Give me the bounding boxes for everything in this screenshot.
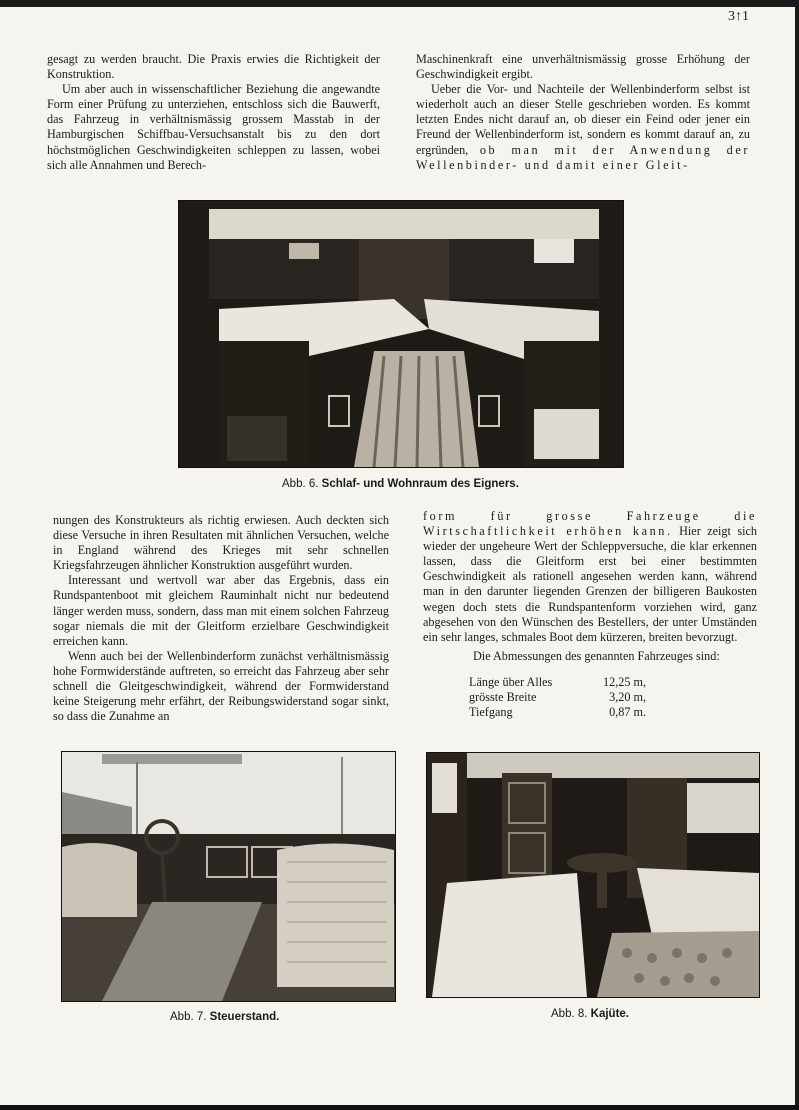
paragraph-text: Ueber die Vor- und Nachteile der Wellenbinderform selbst ist wiederholt auch an dieser Stelle geschrieben worden. Es kommt letzten Endes nicht darauf an, ob dieser ein Feind oder jener ein Freund der Wellenbinderform ist, sondern es kommt darauf an, zu ergründen, (416, 82, 750, 157)
text-column-mid-left (53, 513, 389, 724)
dimension-value: 0,87 m. (609, 705, 646, 719)
dimension-row (469, 705, 646, 720)
paragraph (416, 82, 750, 173)
caption-prefix: Abb. 6. (282, 478, 319, 490)
paragraph: nungen des Konstrukteurs als richtig erwiesen. Auch deckten sich diese Versuche in ihren Resultaten mit ähnlichen Versuchen, welche in England während des Krieges mit sehr schnellen Kriegsfahrzeugen ähnlicher Konstruktion ausgeführt wurden. (53, 513, 389, 573)
paragraph: Die Abmessungen des genannten Fahrzeuges sind: (473, 648, 720, 663)
text-column-top-right (416, 52, 750, 173)
dimension-value: 3,20 m, (609, 690, 646, 704)
paragraph: Interessant und wertvoll war aber das Ergebnis, dass ein Rundspantenboot mit gleichem Rauminhalt nicht nur bedeutend länger werden muss, sondern, dass man mit einem solchen Fahrzeug sogar niemals die mit der Gleitform erzielbare Geschwindigkeit erreichen kann. (53, 573, 389, 648)
paragraph: Maschinenkraft eine unverhältnismässig grosse Erhöhung der Geschwindigkeit ergibt. (416, 52, 750, 82)
helm-photo-illustration (62, 752, 395, 1001)
page-number: 3↑1 (728, 9, 749, 24)
figure-7-caption (170, 1011, 279, 1023)
paragraph-text: Hier zeigt sich wieder der ungeheure Wert der Schleppversuche, die klar erkennen lassen, dass die Gleitform erst bei einer bestimmten Geschwindigkeit als rationell angesehen werden kann, während man in den darunter liegenden Grenzen der billigeren Baukosten wegen doch stets die Rundspantenform vorziehen wird, ganz abgesehen von den Wünschen des Bestellers, der unter Umständen ein sehr langes, schmales Boot dem kürzeren, breiten bevorzugt. (423, 524, 757, 644)
paragraph: Wenn auch bei der Wellenbinderform zunächst verhältnismässig hohe Formwiderstände auftreten, so erreicht das Fahrzeug aber sehr schnell die Gleitgeschwindigkeit, während der Formwiderstand keine Steigerung mehr erfährt, der Reibungswiderstand sogar sinkt, so dass die Zunahme an (53, 648, 389, 724)
dimensions-table (469, 675, 646, 720)
figure-6-caption (282, 478, 519, 490)
paragraph (423, 509, 757, 645)
caption-prefix: Abb. 8. (551, 1008, 588, 1020)
photo-cabin (426, 752, 760, 998)
dimension-value: 12,25 m, (603, 675, 646, 689)
caption-title: Steuerstand. (209, 1011, 280, 1023)
book-page (0, 7, 795, 1105)
dimension-label: Tiefgang (469, 705, 513, 719)
caption-prefix: Abb. 7. (170, 1011, 207, 1023)
paragraph: Um aber auch in wissenschaftlicher Beziehung die angewandte Form einer Prüfung zu unterziehen, entschloss sich die Bauwerft, das Fahrzeug in verhältnismässig grossem Masstab in der Hamburgischen Schiffbau-Versuchsanstalt bis zu den dort höchstmöglichen Geschwindigkeiten schleppen zu lassen, wobei sich alle Annahmen und Berech- (47, 82, 380, 172)
caption-title: Kajüte. (590, 1008, 629, 1020)
cabin-interior-illustration (427, 753, 759, 997)
dimension-row (469, 675, 646, 690)
scan-bottom-edge (0, 1105, 799, 1110)
dimension-row (469, 690, 646, 705)
text-column-top-left (47, 52, 380, 173)
paragraph-text-spaced: ob man mit der Anwendung der Wellenbinder- und damit einer Gleit- (416, 142, 751, 172)
photo-helm-station (61, 751, 396, 1002)
dimension-label: Länge über Alles (469, 675, 553, 689)
dimension-label: grösste Breite (469, 690, 537, 704)
paragraph: gesagt zu werden braucht. Die Praxis erwies die Richtigkeit der Konstruktion. (47, 52, 380, 82)
paragraph-text-spaced: form für grosse Fahrzeuge die Wirtschaftlichkeit erhöhen kann. (423, 509, 757, 539)
photo-owner-cabin (178, 200, 624, 468)
cabin-photo-illustration (179, 201, 623, 467)
caption-title: Schlaf- und Wohnraum des Eigners. (321, 478, 519, 490)
text-column-mid-right (423, 509, 757, 664)
figure-8-caption (551, 1008, 629, 1020)
